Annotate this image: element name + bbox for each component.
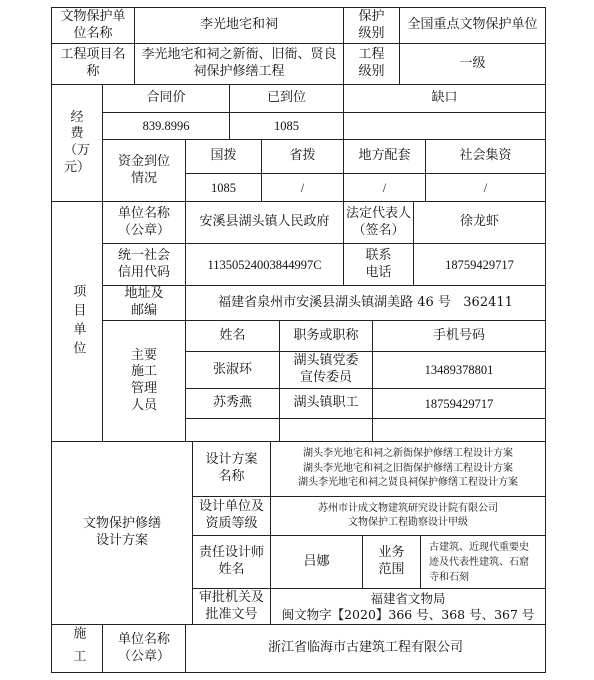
provincial-funding-label: 省拨 (289, 148, 316, 164)
project-level-label: 工程级别 (358, 47, 385, 79)
project-level-value: 一级 (459, 55, 486, 71)
project-unit-label: 项目单位 (70, 283, 86, 360)
design-unit-name: 苏州市计成文物建筑研究设计院有限公司 (318, 502, 498, 514)
unit-name-value: 李光地宅和祠 (199, 17, 278, 33)
designer-label: 责任设计师姓名 (198, 545, 264, 577)
protection-level-value: 全国重点文物保护单位 (407, 17, 538, 33)
funding-status-label: 资金到位情况 (117, 153, 170, 186)
approval-label: 审批机关及批准文号 (198, 589, 264, 622)
table-border (51, 672, 546, 673)
business-scope-value: 古建筑、近现代重要史迹及代表性建筑、石窟寺和石刻 (429, 541, 529, 583)
gap-value (344, 113, 545, 139)
received-value: 1085 (274, 119, 299, 133)
approval-number: 闽文物字【2020】366 号、368 号、367 号 (281, 606, 535, 622)
staff-name: 张淑环 (212, 361, 252, 377)
row-divider (185, 418, 546, 419)
national-funding-label: 国拨 (210, 148, 237, 164)
phone-label: 联系电话 (365, 247, 392, 280)
credit-code-value: 11350524003844997C (207, 257, 322, 272)
design-unit-qualification: 文物保护工程勘察设计甲级 (348, 517, 468, 528)
construction-unit-name-label: 单位名称（公章） (117, 631, 170, 664)
local-matching-label: 地方配套 (358, 148, 411, 164)
approval-authority: 福建省文物局 (370, 590, 446, 606)
project-name-value: 李光地宅和祠之新衙、旧衙、贤良祠保护修缮工程 (141, 47, 337, 79)
unit-name-seal-label: 单位名称（公章） (117, 205, 170, 238)
staff-header-phone: 手机号码 (432, 327, 485, 343)
scheme-name-list (271, 442, 545, 496)
address-value: 福建省泉州市安溪县湖头镇湖美路 46 号 362411 (218, 294, 513, 310)
social-funding-value: / (483, 180, 488, 195)
local-matching-value: / (382, 180, 387, 195)
table-border (545, 7, 546, 673)
legal-rep-value: 徐龙虾 (459, 214, 499, 230)
designer-value: 吕娜 (303, 553, 330, 569)
contract-price-label: 合同价 (146, 90, 186, 106)
credit-code-label: 统一社会信用代码 (117, 247, 170, 280)
scheme-name-item: 湖头李光地宅和祠之贤良祠保护修缮工程设计方案 (298, 477, 518, 489)
scheme-name-item: 湖头李光地宅和祠之新衙保护修缮工程设计方案 (303, 448, 513, 460)
legal-rep-label: 法定代表人（签名） (346, 205, 412, 238)
funds-label: 经 费（万元） (63, 109, 92, 175)
business-scope-label: 业务范围 (378, 545, 405, 577)
construction-unit-name-value: 浙江省临海市古建筑工程有限公司 (267, 640, 463, 656)
construction-label: 施工 (70, 625, 86, 672)
staff-label: 主要施工管理人员 (130, 347, 157, 413)
project-name-label: 工程项目名 称 (60, 47, 134, 79)
staff-header-title: 职务或职称 (293, 327, 359, 343)
scheme-name-label: 设计方案名称 (205, 452, 258, 484)
project-unit-name-value: 安溪县湖头镇人民政府 (199, 214, 330, 230)
staff-phone: 18759429717 (424, 396, 494, 411)
staff-header-name: 姓名 (219, 327, 246, 343)
staff-title: 湖头镇职工 (293, 395, 359, 411)
received-label: 已到位 (266, 90, 306, 106)
protection-level-label: 保护级别 (358, 8, 385, 41)
contract-price-value: 839.8996 (142, 119, 190, 133)
staff-phone: 13489378801 (424, 363, 494, 377)
staff-title: 湖头镇党委宣传委员 (293, 353, 359, 385)
staff-name: 苏秀燕 (212, 395, 252, 411)
provincial-funding-value: / (300, 180, 305, 195)
gap-label: 缺口 (431, 90, 458, 106)
national-funding-value: 1085 (211, 180, 236, 195)
unit-name-label: 文物保护单位名称 (60, 8, 126, 41)
design-unit-label: 设计单位及资质等级 (198, 499, 264, 531)
social-funding-label: 社会集资 (459, 148, 512, 164)
phone-value: 18759429717 (445, 257, 514, 272)
design-plan-label: 文物保护修缮设计方案 (82, 516, 161, 548)
design-unit-value (271, 497, 545, 535)
scheme-name-item: 湖头李光地宅和祠之旧衙保护修缮工程设计方案 (303, 462, 513, 474)
address-label: 地址及邮编 (124, 286, 164, 318)
approval-value (271, 589, 545, 624)
